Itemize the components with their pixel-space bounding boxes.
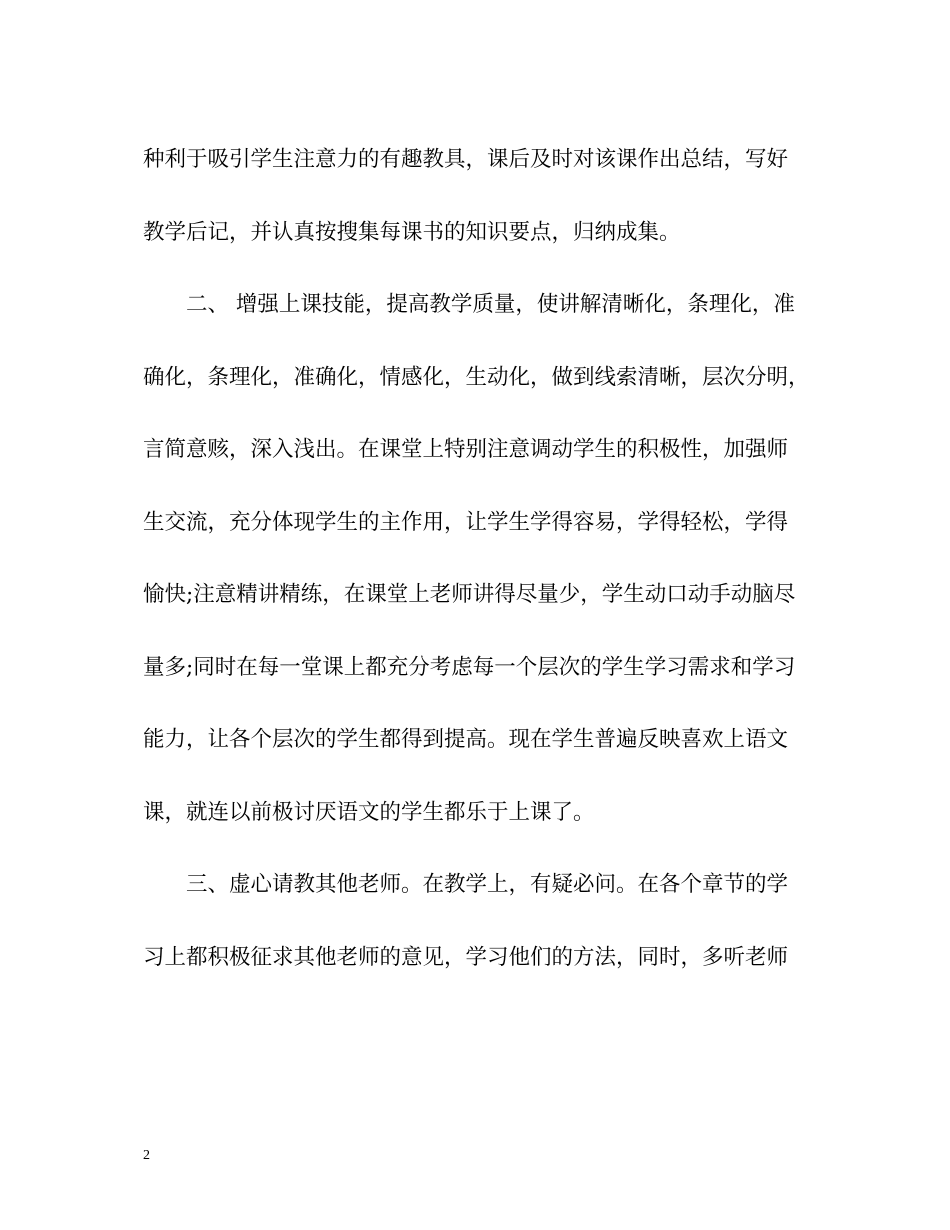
- text-line: 课，就连以前极讨厌语文的学生都乐于上课了。: [143, 799, 595, 825]
- paragraph-heading-line: 二、 增强上课技能，提高教学质量，使讲解清晰化，条理化，准: [186, 292, 795, 317]
- text-line: 言简意赅，深入浅出。在课堂上特别注意调动学生的积极性，加强师: [143, 437, 789, 462]
- text-line: 量多;同时在每一堂课上都充分考虑每一个层次的学生学习需求和学习: [143, 654, 796, 680]
- text-line: 生交流，充分体现学生的主作用，让学生学得容易，学得轻松，学得: [143, 509, 789, 535]
- text-line: 教学后记，并认真按搜集每课书的知识要点，归纳成集。: [143, 219, 681, 245]
- paragraph-heading-line: 三、虚心请教其他老师。在教学上，有疑必问。在各个章节的学: [186, 872, 789, 897]
- text-line: 能力，让各个层次的学生都得到提高。现在学生普遍反映喜欢上语文: [143, 727, 789, 752]
- text-line: 愉快;注意精讲精练，在课堂上老师讲得尽量少，学生动口动手动脑尽: [143, 582, 796, 607]
- text-line: 种利于吸引学生注意力的有趣教具，课后及时对该课作出总结，写好: [143, 147, 789, 172]
- body-text: [143, 140, 823, 977]
- text-line: 确化，条理化，准确化，情感化，生动化，做到线索清晰，层次分明，: [143, 364, 810, 390]
- text-line: 习上都积极征求其他老师的意见，学习他们的方法，同时，多听老师: [143, 944, 789, 970]
- page-number: 2: [143, 1148, 150, 1163]
